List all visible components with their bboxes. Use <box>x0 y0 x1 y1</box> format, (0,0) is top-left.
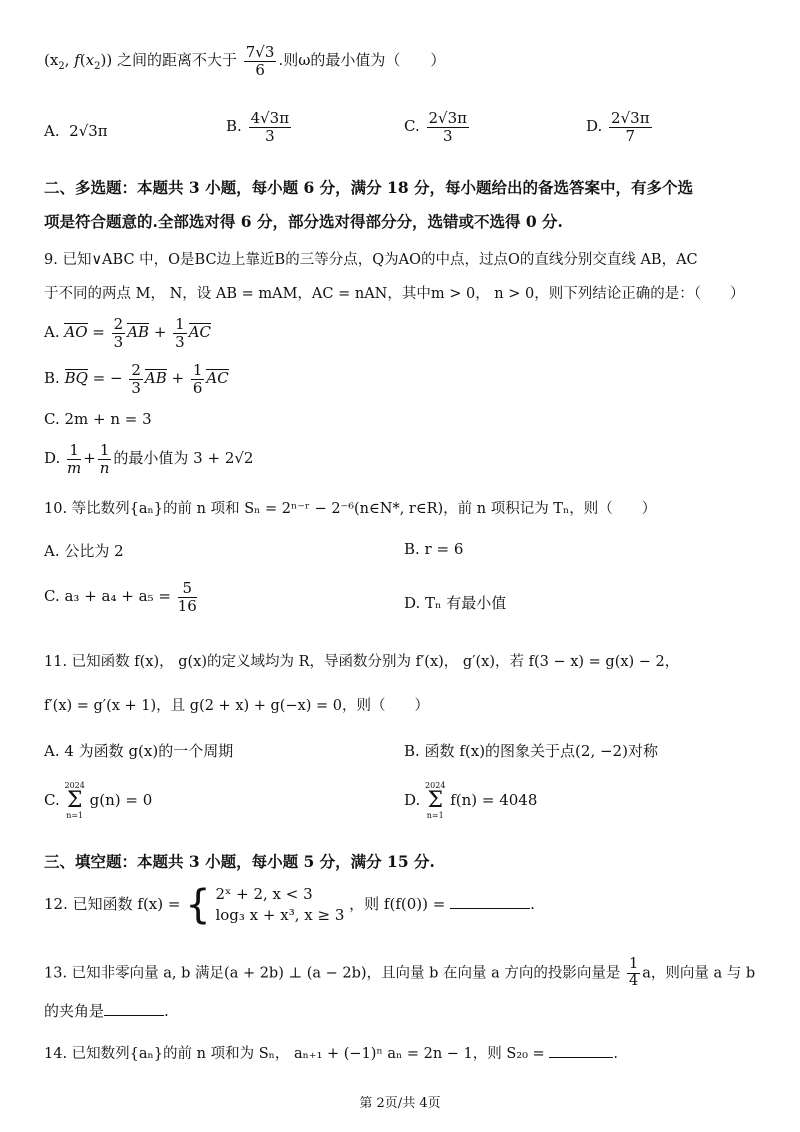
q9-option-a: A. AO = $\frac{2}{3}$ AB + $\frac{1}{3}$ AC <box>44 315 212 351</box>
q8-option-a-text: 2√3π <box>69 122 108 140</box>
q12-answer-blank[interactable] <box>450 894 530 909</box>
q8-option-a <box>44 122 108 140</box>
q8-option-b-num: 4√3π <box>250 109 290 127</box>
q9-option-a-label: A. <box>44 323 60 341</box>
q12 <box>44 884 535 926</box>
q10-c-frac <box>178 580 197 614</box>
q10-c-num: 5 <box>178 580 197 598</box>
q9-line2: 于不同的两点 M， N，设 AB = mAM，AC = nAN，其中m > 0， n > 0，则下列结论正确的是：（ ） <box>44 286 745 302</box>
q12-end: . <box>530 895 535 913</box>
q9-option-d-tail: 的最小值为 3 + 2√2 <box>113 449 254 467</box>
q13-line2 <box>44 1000 169 1021</box>
q13-answer-blank[interactable] <box>104 1001 164 1016</box>
q9-option-c: C. 2m + n = 3 <box>44 410 152 428</box>
q13-line1-text: 13. 已知非零向量 a, b 满足(a + 2b) ⊥ (a − 2b)，且向量 b 在向量 a 方向的投影向量是 <box>44 965 621 982</box>
q8-frac-num: 7√3 <box>245 43 275 61</box>
q12-tail: ，则 f(f(0)) = <box>349 895 446 913</box>
q8-option-d-label: D. <box>586 117 603 135</box>
q12-brace: { <box>185 882 211 928</box>
page-footer: 第 2页/共 4页 <box>359 1096 441 1111</box>
q13-frac <box>627 957 640 990</box>
q14-answer-blank[interactable] <box>549 1043 613 1058</box>
q11-option-d <box>404 782 537 820</box>
q14-end: . <box>613 1046 618 1062</box>
q9-option-b-label: B. <box>44 369 60 387</box>
q9-a-frac2: $\frac{1}{3}$ <box>175 315 185 351</box>
q8-after: .则ω的最小值为（ ） <box>278 51 446 69</box>
q8-option-d <box>586 110 654 144</box>
q8-option-b-frac <box>249 110 292 144</box>
q10-c-den: 16 <box>177 596 197 615</box>
q13-line1 <box>44 957 755 990</box>
q8-option-c-label: C. <box>404 117 420 135</box>
q8-option-a-label: A. <box>44 122 60 140</box>
q8-stem: ($x_2$, $f(x_2)$) 之间的距离不大于 $\frac{7√3}{6}$ .则ω的最小值为（ ） <box>44 43 446 79</box>
q12-lead: 12. 已知函数 f(x) = <box>44 895 181 913</box>
q11-option-d-expr: f(n) = 4048 <box>450 791 538 809</box>
q11-c-sigma: 2024 Σ n=1 <box>64 781 85 820</box>
q9-d-frac2: $\frac{1}{n}$ <box>99 441 110 477</box>
q10-option-c-text: C. a₃ + a₄ + a₅ = <box>44 587 171 605</box>
q11-option-d-label: D. <box>404 791 421 809</box>
q9-b-frac1: $\frac{2}{3}$ <box>131 361 141 397</box>
q8-option-c-frac <box>427 110 470 144</box>
q14-text: 14. 已知数列{aₙ}的前 n 项和为 Sₙ， aₙ₊₁ + (−1)ⁿ aₙ = 2n − 1，则 S₂₀ = <box>44 1046 545 1062</box>
section3-title: 三、填空题：本题共 3 小题，每小题 5 分，满分 15 分. <box>44 852 435 871</box>
q12-case2: log₃ x + x³, x ≥ 3 <box>215 906 345 924</box>
q13-line1-tail: a，则向量 a 与 b <box>642 965 756 982</box>
q8-option-b <box>226 110 293 144</box>
q10-option-a: A. 公比为 2 <box>44 542 124 560</box>
q9-option-b: B. BQ = − $\frac{2}{3}$ AB + $\frac{1}{6}$ AC <box>44 361 229 397</box>
q13-frac-den: 4 <box>629 972 639 989</box>
q12-case1: 2ˣ + 2, x < 3 <box>215 885 313 903</box>
q11-line1: 11. 已知函数 f(x)， g(x)的定义域均为 R，导函数分别为 f′(x)， g′(x)，若 f(3 − x) = g(x) − 2， <box>44 654 680 670</box>
q9-line1: 9. 已知∨ABC 中，O是BC边上靠近B的三等分点，Q为AO的中点，过点O的直线分别交直线 AB，AC <box>44 252 698 268</box>
q10-option-d: D. Tₙ 有最小值 <box>404 594 507 612</box>
q13-end: . <box>164 1002 169 1020</box>
q8-head-right: )) 之间的距离不大于 <box>100 51 237 69</box>
q8-head: (x <box>44 51 59 69</box>
q11-c-sum-bot: n=1 <box>66 811 84 820</box>
q8-option-b-den: 3 <box>265 126 275 145</box>
q11-option-c <box>44 782 152 820</box>
q13-frac-num: 1 <box>629 956 639 972</box>
q9-b-frac2: $\frac{1}{6}$ <box>192 361 203 397</box>
q11-option-b: B. 函数 f(x)的图象关于点(2, −2)对称 <box>404 742 658 760</box>
q11-line2: f′(x) = g′(x + 1)，且 g(2 + x) + g(−x) = 0，则（ ） <box>44 698 430 714</box>
q11-d-sigma: 2024 Σ n=1 <box>425 781 446 820</box>
q8-option-d-frac <box>609 110 652 144</box>
q11-option-a: A. 4 为函数 g(x)的一个周期 <box>44 742 234 760</box>
q8-option-d-num: 2√3π <box>611 109 650 127</box>
q9-d-frac1: $\frac{1}{m}$ <box>67 441 82 477</box>
q9-a-frac1: $\frac{2}{3}$ <box>113 315 124 351</box>
section2-line1: 二、多选题：本题共 3 小题，每小题 6 分，满分 18 分，每小题给出的备选答案中，有多个选 <box>44 178 694 197</box>
q8-option-d-den: 7 <box>625 126 636 145</box>
q11-option-c-label: C. <box>44 791 60 809</box>
q13-line2-text: 的夹角是 <box>44 1002 105 1020</box>
q8-fraction <box>244 44 277 78</box>
q11-c-sum-top: 2024 <box>64 781 85 790</box>
q10-option-c <box>44 580 199 614</box>
q8-option-c-den: 3 <box>442 126 453 145</box>
q10-stem: 10. 等比数列{aₙ}的前 n 项和 Sₙ = 2ⁿ⁻ʳ − 2⁻⁶(n∈N*, r∈R)，前 n 项积记为 Tₙ，则（ ） <box>44 501 657 517</box>
q8-option-c <box>404 110 471 144</box>
section2-line2: 项是符合题意的.全部选对得 6 分，部分选对得部分分，选错或不选得 0 分. <box>44 212 563 231</box>
q12-piecewise <box>215 884 344 926</box>
q11-option-c-expr: g(n) = 0 <box>89 791 153 809</box>
q8-frac-den: 6 <box>255 60 265 79</box>
q8-option-c-num: 2√3π <box>428 109 468 127</box>
q9-option-d-label: D. <box>44 449 61 467</box>
q9-option-d: D. $\frac{1}{m}$ + $\frac{1}{n}$ 的最小值为 3 + 2√2 <box>44 441 254 477</box>
q14 <box>44 1042 618 1063</box>
q10-option-b: B. r = 6 <box>404 540 464 558</box>
q8-option-b-label: B. <box>226 117 242 135</box>
